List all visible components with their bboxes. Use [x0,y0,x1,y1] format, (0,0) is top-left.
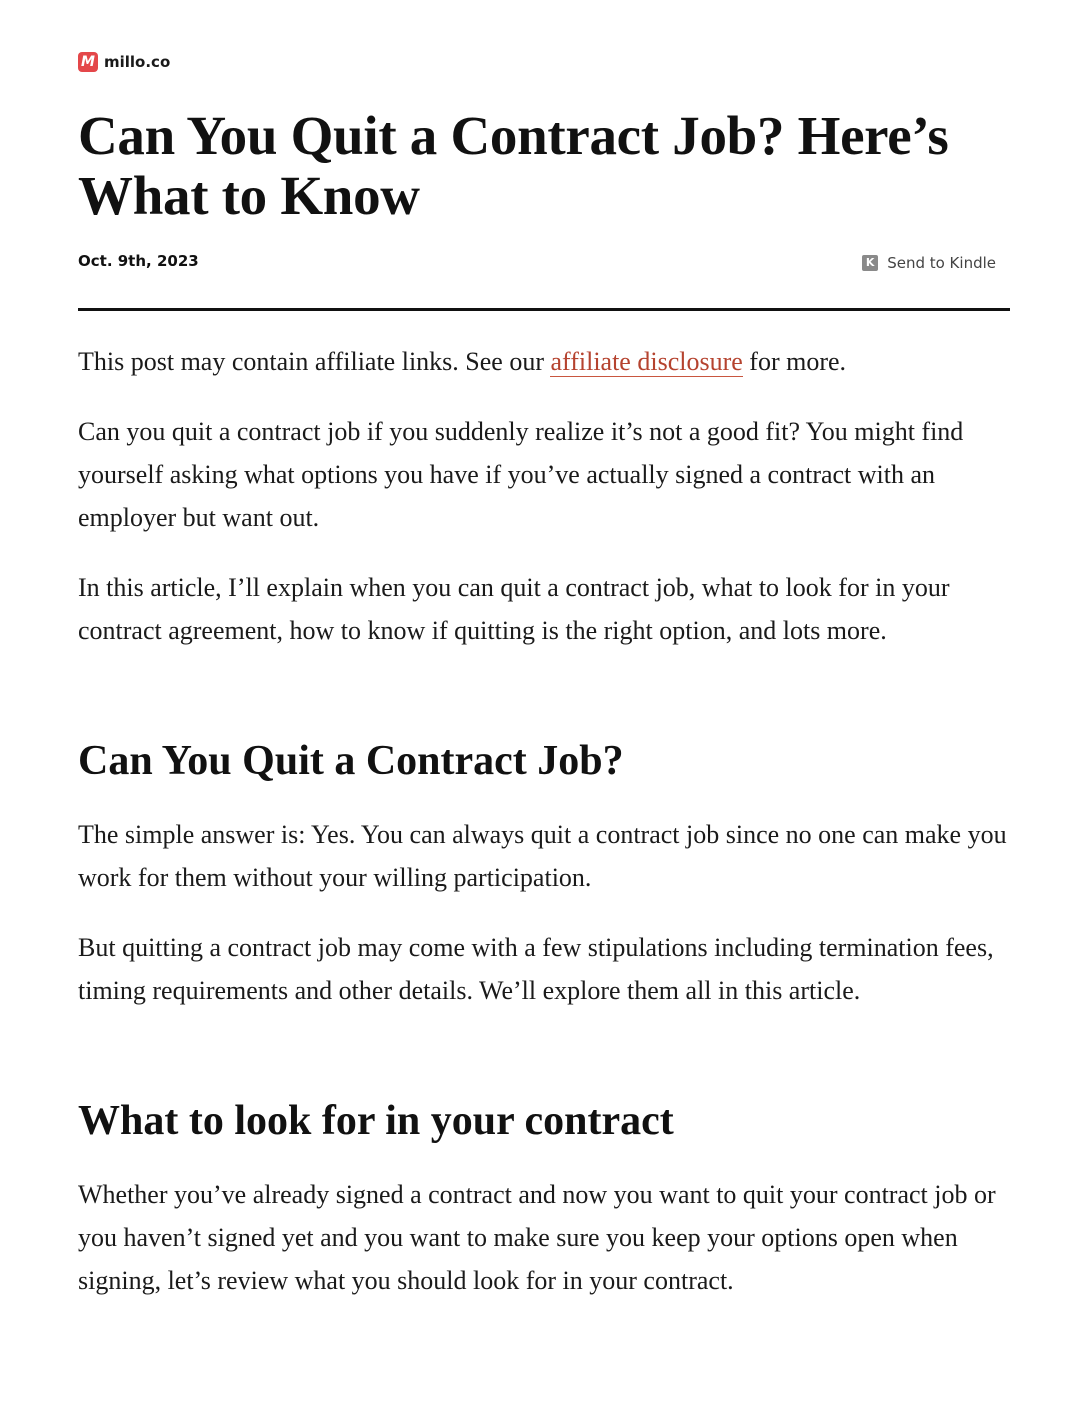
kindle-icon: K [862,255,878,271]
paragraph-stipulations: But quitting a contract job may come with a few stipulations including termination fees, timing requirements and other details. We’ll explore them all in this article. [78,933,994,1005]
header-divider [78,308,1010,311]
article-title: Can You Quit a Contract Job? Here’s What to Know [78,105,949,226]
section-heading-what-to-look-for: What to look for in your contract [78,1098,674,1144]
brand[interactable] [78,52,170,72]
send-to-kindle-button[interactable] [862,254,996,272]
affiliate-notice-text: This post may contain affiliate links. See our [78,347,551,376]
paragraph-overview: In this article, I’ll explain when you can quit a contract job, what to look for in your contract agreement, how to know if quitting is the right option, and lots more. [78,573,950,645]
section-heading-can-you-quit: Can You Quit a Contract Job? [78,738,624,784]
paragraph-simple-answer: The simple answer is: Yes. You can always quit a contract job since no one can make you work for them without your willing participation. [78,820,1007,892]
send-to-kindle-label: Send to Kindle [887,254,996,272]
brand-name: millo.co [104,53,171,71]
millo-logo-icon: M [78,52,98,72]
affiliate-disclosure-link[interactable]: affiliate disclosure [550,347,743,376]
affiliate-notice-suffix: for more. [742,347,847,376]
affiliate-notice [78,340,1010,383]
paragraph-intro: Can you quit a contract job if you suddenly realize it’s not a good fit? You might find yourself asking what options you have if you’ve actually signed a contract with an employer but want out. [78,417,964,532]
publish-date: Oct. 9th, 2023 [78,252,199,270]
paragraph-contract-review: Whether you’ve already signed a contract and now you want to quit your contract job or you haven’t signed yet and you want to make sure you keep your options open when signing, let’s review what you should look for in your contract. [78,1180,996,1295]
